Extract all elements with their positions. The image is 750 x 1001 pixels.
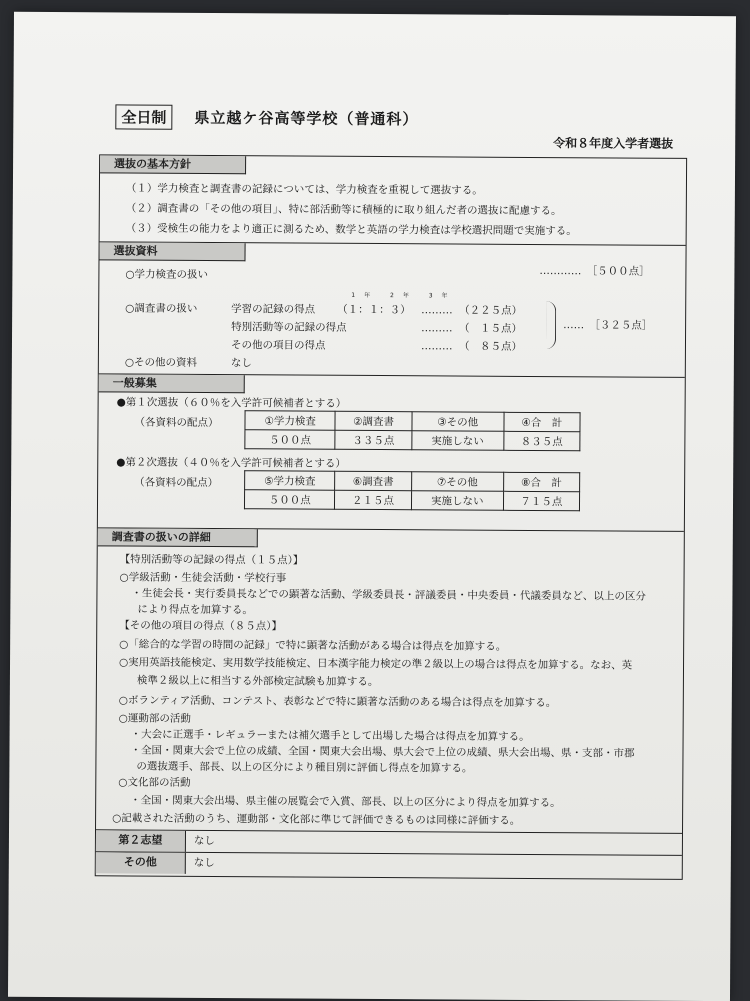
school-name: 県立越ケ谷高等学校（普通科） <box>194 108 419 129</box>
report-total: …… ［３２５点］ <box>563 319 653 332</box>
first-value-4: ８３５点 <box>504 431 580 450</box>
detail-line-16: ○記載された活動のうち、運動部・文化部に準じて評価できるものは同様に評価する。 <box>112 812 521 827</box>
second-selection-table <box>244 470 580 511</box>
report-row-1-points: （２２５点） <box>459 304 523 317</box>
table-row <box>245 411 580 432</box>
brace-mark <box>546 301 556 349</box>
second-selection-note: （各資料の配点） <box>134 476 219 490</box>
materials-heading: 選抜資料 <box>99 242 245 261</box>
exam-points: ………… ［５００点］ <box>539 265 650 278</box>
report-row-3-points: （ ８５点） <box>458 340 523 353</box>
first-header-4: ④合 計 <box>504 412 580 431</box>
first-header-3: ③その他 <box>412 412 504 432</box>
second-value-4: ７１５点 <box>503 491 579 510</box>
first-value-3: 実施しない <box>412 431 504 451</box>
second-choice-value: なし <box>193 834 215 848</box>
first-header-2: ②調査書 <box>335 411 411 430</box>
other-materials-value: なし <box>230 357 252 370</box>
second-value-3: 実施しない <box>411 491 503 511</box>
first-value-2: ３３５点 <box>335 430 411 449</box>
table-row <box>245 471 580 492</box>
report-row-1-label: 学習の記録の得点 <box>231 303 316 316</box>
other-value: なし <box>193 856 215 870</box>
first-value-1: ５００点 <box>245 430 336 450</box>
general-heading: 一般募集 <box>99 374 245 393</box>
document-page <box>8 12 736 1001</box>
details-heading: 調査書の扱いの詳細 <box>98 528 258 547</box>
detail-line-11: ・大会に正選手・レギュラーまたは補欠選手として出場した場合は得点を加算する。 <box>130 728 530 743</box>
detail-line-6: ○「総合的な学習の時間の記録」で特に顕著な活動がある場合は得点を加算する。 <box>119 638 507 653</box>
report-row-2-dots: ……… <box>421 322 453 335</box>
detail-line-13: の選抜選手、部長、以上の区分により種目別に評価し得点を加算する。 <box>136 760 473 775</box>
first-selection-note: （各資料の配点） <box>134 416 219 430</box>
second-header-2: ⑥調査書 <box>335 471 411 490</box>
second-selection-title: ●第２次選抜（４０％を入学許可候補者とする） <box>116 456 346 470</box>
policy-item-3: （３）受検生の能力をより適正に測るため、数学と英語の学力検査は学校選択問題で実施する。 <box>125 222 577 238</box>
first-header-1: ①学力検査 <box>245 411 336 431</box>
report-row-1-ratio: （１：１：３） <box>337 303 411 317</box>
detail-line-7: ○実用英語技能検定、実用数学技能検定、日本漢字能力検定の準２級以上の場合は得点を加算する。なお、英 <box>118 656 633 672</box>
report-label: ○調査書の扱い <box>125 302 198 315</box>
first-selection-title: ●第１次選抜（６０％を入学許可候補者とする） <box>116 396 347 410</box>
exam-label: ○学力検査の扱い <box>125 268 209 281</box>
second-choice-label: 第２志望 <box>96 830 186 852</box>
selection-frame <box>95 154 687 880</box>
detail-line-1: 【特別活動等の記録の得点（１５点）】 <box>119 553 304 567</box>
year-label: 令和８年度入学者選抜 <box>553 136 674 151</box>
report-row-2-points: （ １５点） <box>459 322 523 335</box>
policy-item-1: （１）学力検査と調査書の記録については、学力検査を重視して選抜する。 <box>125 182 483 197</box>
grade-marks: 1年 2年 3年 <box>351 291 457 300</box>
report-row-2-label: 特別活動等の記録の得点 <box>231 321 347 334</box>
second-header-1: ⑤学力検査 <box>245 471 336 491</box>
detail-line-8: 検準２級以上に相当する外部検定試験も加算する。 <box>136 674 379 689</box>
table-row <box>244 490 579 511</box>
report-row-3-label: その他の項目の得点 <box>230 339 326 352</box>
second-value-2: ２１５点 <box>335 490 411 509</box>
policy-heading: 選抜の基本方針 <box>100 155 246 174</box>
title-row <box>115 104 418 131</box>
first-selection-table <box>244 410 580 451</box>
second-header-3: ⑦その他 <box>411 472 503 492</box>
detail-line-10: ○運動部の活動 <box>118 712 191 725</box>
detail-line-4: により得点を加算する。 <box>137 603 253 617</box>
other-label: その他 <box>96 852 186 874</box>
report-row-1-dots: ……… <box>421 304 453 317</box>
detail-line-15: ・全国・関東大会出場、県主催の展覧会で入賞、部長、以上の区分により得点を加算する。 <box>130 794 561 810</box>
detail-line-14: ○文化部の活動 <box>118 776 191 789</box>
detail-line-5: 【その他の項目の得点（８５点）】 <box>119 619 283 633</box>
policy-item-2: （２）調査書の「その他の項目」、特に部活動等に積極的に取り組んだ者の選抜に配慮する。 <box>125 202 562 218</box>
detail-line-3: ・生徒会長・実行委員長などでの顕著な活動、学級委員長・評議委員・中央委員・代議委員など、以上の区分 <box>131 587 646 603</box>
detail-line-2: ○学級活動・生徒会活動・学校行事 <box>119 571 287 585</box>
table-row <box>245 430 580 451</box>
other-materials-label: ○その他の資料 <box>124 356 198 369</box>
detail-line-12: ・全国・関東大会で上位の成績、全国・関東大会出場、県大会で上位の成績、県大会出場、県・支部・市郡 <box>130 744 635 760</box>
course-type-tag: 全日制 <box>115 104 172 129</box>
second-value-1: ５００点 <box>244 490 335 510</box>
second-header-4: ⑧合 計 <box>503 472 579 491</box>
report-row-3-dots: ……… <box>420 340 453 353</box>
detail-line-9: ○ボランティア活動、コンテスト、表彰などで特に顕著な活動のある場合は得点を加算する。 <box>118 694 557 710</box>
